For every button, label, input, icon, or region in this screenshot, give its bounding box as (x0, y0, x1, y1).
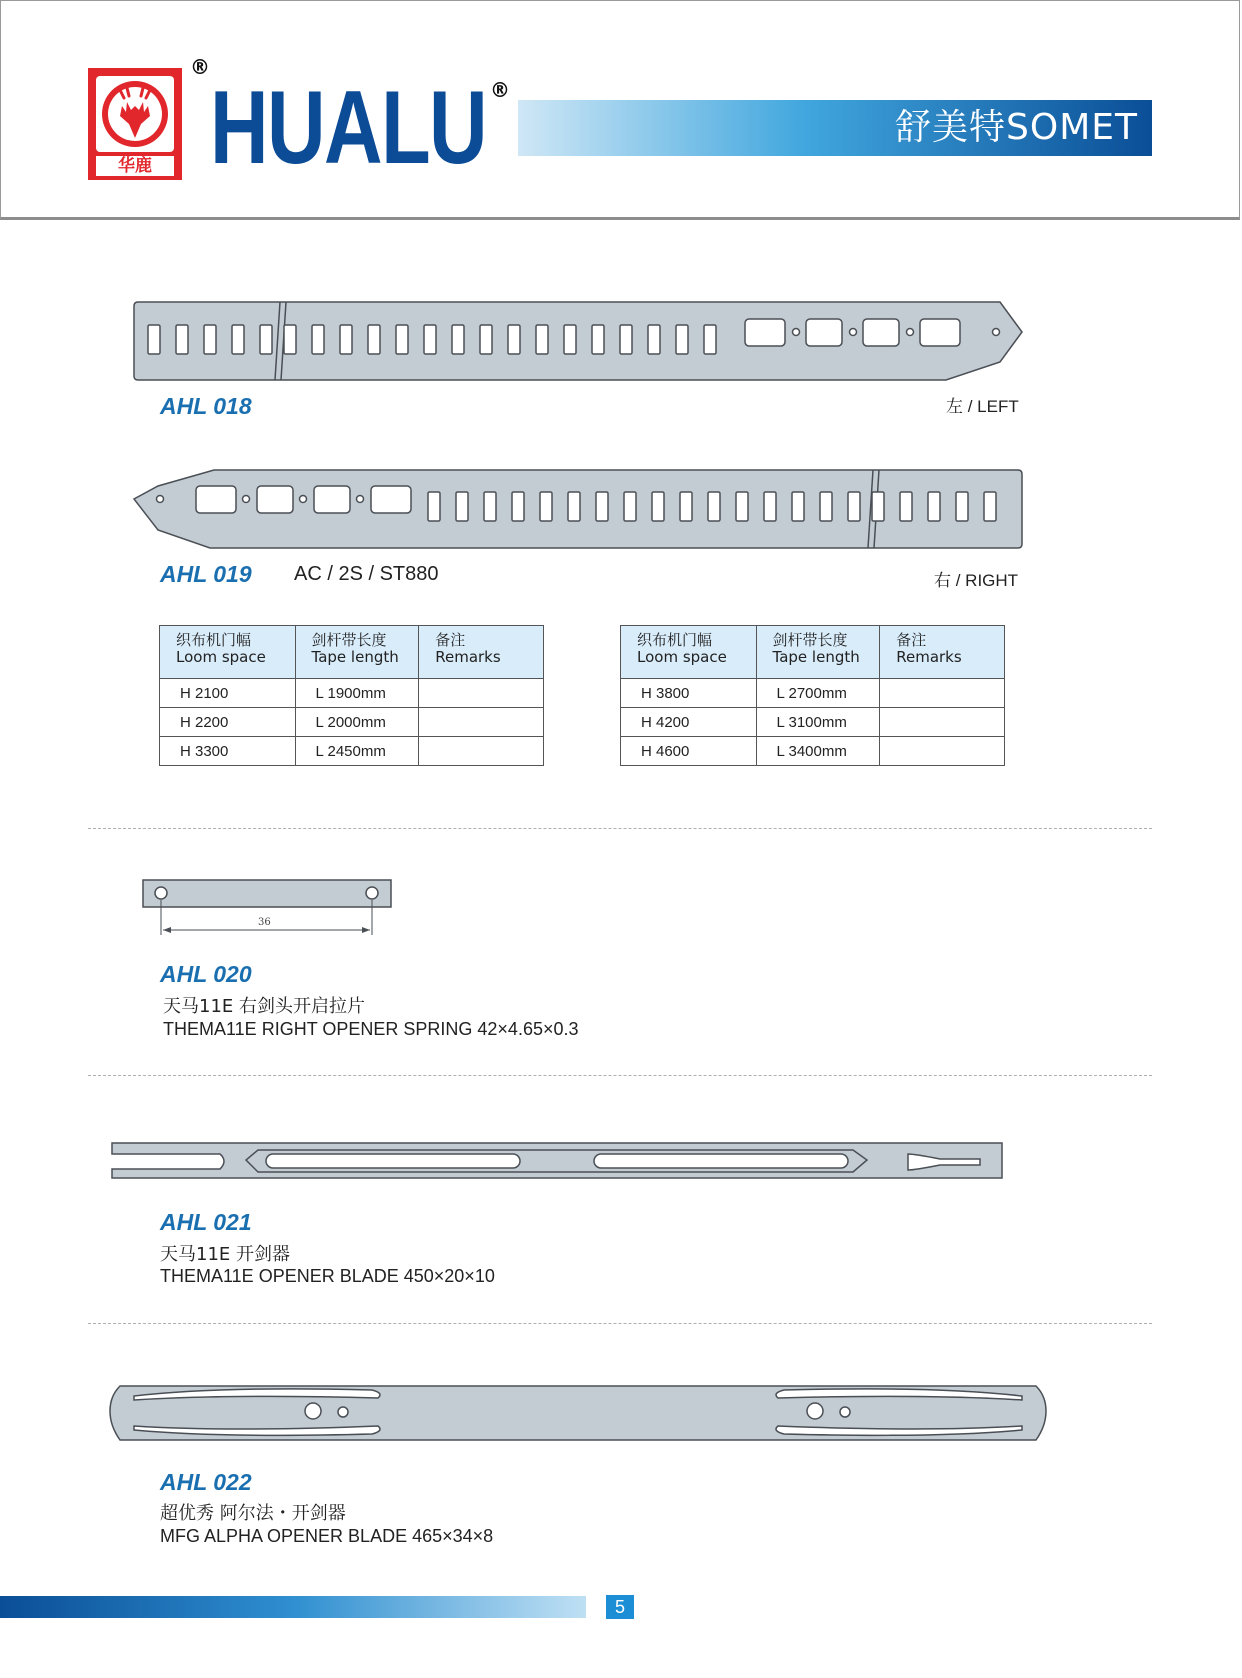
ahl-022-desc-en: MFG ALPHA OPENER BLADE 465×34×8 (160, 1526, 494, 1546)
ahl-022-desc-cn: 超优秀 阿尔法・开剑器 (160, 1503, 346, 1524)
header-remarks: 备注 Remarks (880, 626, 1005, 679)
cell-loom: H 4600 (621, 737, 757, 766)
cell-loom: H 3800 (621, 679, 757, 708)
cell-tape: L 1900mm (295, 679, 419, 708)
ahl-020-code: AHL 020 (160, 961, 252, 987)
ahl-019-side: 右 / RIGHT (934, 571, 1019, 590)
registered-mark: ® (190, 55, 210, 79)
cell-tape: L 2700mm (756, 679, 880, 708)
ahl-021-desc-en: THEMA11E OPENER BLADE 450×20×10 (160, 1266, 495, 1286)
ahl-022-code: AHL 022 (160, 1469, 252, 1495)
cell-tape: L 2000mm (295, 708, 419, 737)
ahl-021-code: AHL 021 (160, 1209, 252, 1235)
footer-bar (0, 1596, 586, 1618)
ahl-021-desc-cn: 天马11E 开剑器 (160, 1244, 290, 1265)
cell-tape: L 3400mm (756, 737, 880, 766)
ahl-020-desc-en: THEMA11E RIGHT OPENER SPRING 42×4.65×0.3 (163, 1019, 579, 1039)
header-remarks: 备注 Remarks (419, 626, 544, 679)
brand-name: HUALU (210, 70, 487, 186)
header-loom-space: 织布机门幅 Loom space (160, 626, 296, 679)
logo-chinese-name: 华鹿 (96, 156, 174, 176)
header-tape-length: 剑杆带长度 Tape length (756, 626, 880, 679)
ahl-019-code: AHL 019 (160, 561, 252, 587)
ahl-019-model: AC / 2S / ST880 (294, 563, 439, 585)
header-loom-space: 织布机门幅 Loom space (621, 626, 757, 679)
ahl-018-code: AHL 018 (160, 393, 252, 419)
cell-loom: H 3300 (160, 737, 296, 766)
ahl-020-desc-cn: 天马11E 右剑头开启拉片 (163, 996, 365, 1017)
cell-loom: H 2200 (160, 708, 296, 737)
page-number: 5 (606, 1595, 634, 1619)
cell-tape: L 2450mm (295, 737, 419, 766)
ahl-020-dimension: 36 (258, 917, 271, 928)
registered-mark-brand: ® (490, 78, 510, 102)
cell-loom: H 2100 (160, 679, 296, 708)
cell-loom: H 4200 (621, 708, 757, 737)
cell-tape: L 3100mm (756, 708, 880, 737)
ahl-018-side: 左 / LEFT (946, 397, 1019, 416)
header-tape-length: 剑杆带长度 Tape length (295, 626, 419, 679)
page-title: 舒美特SOMET (895, 107, 1138, 148)
